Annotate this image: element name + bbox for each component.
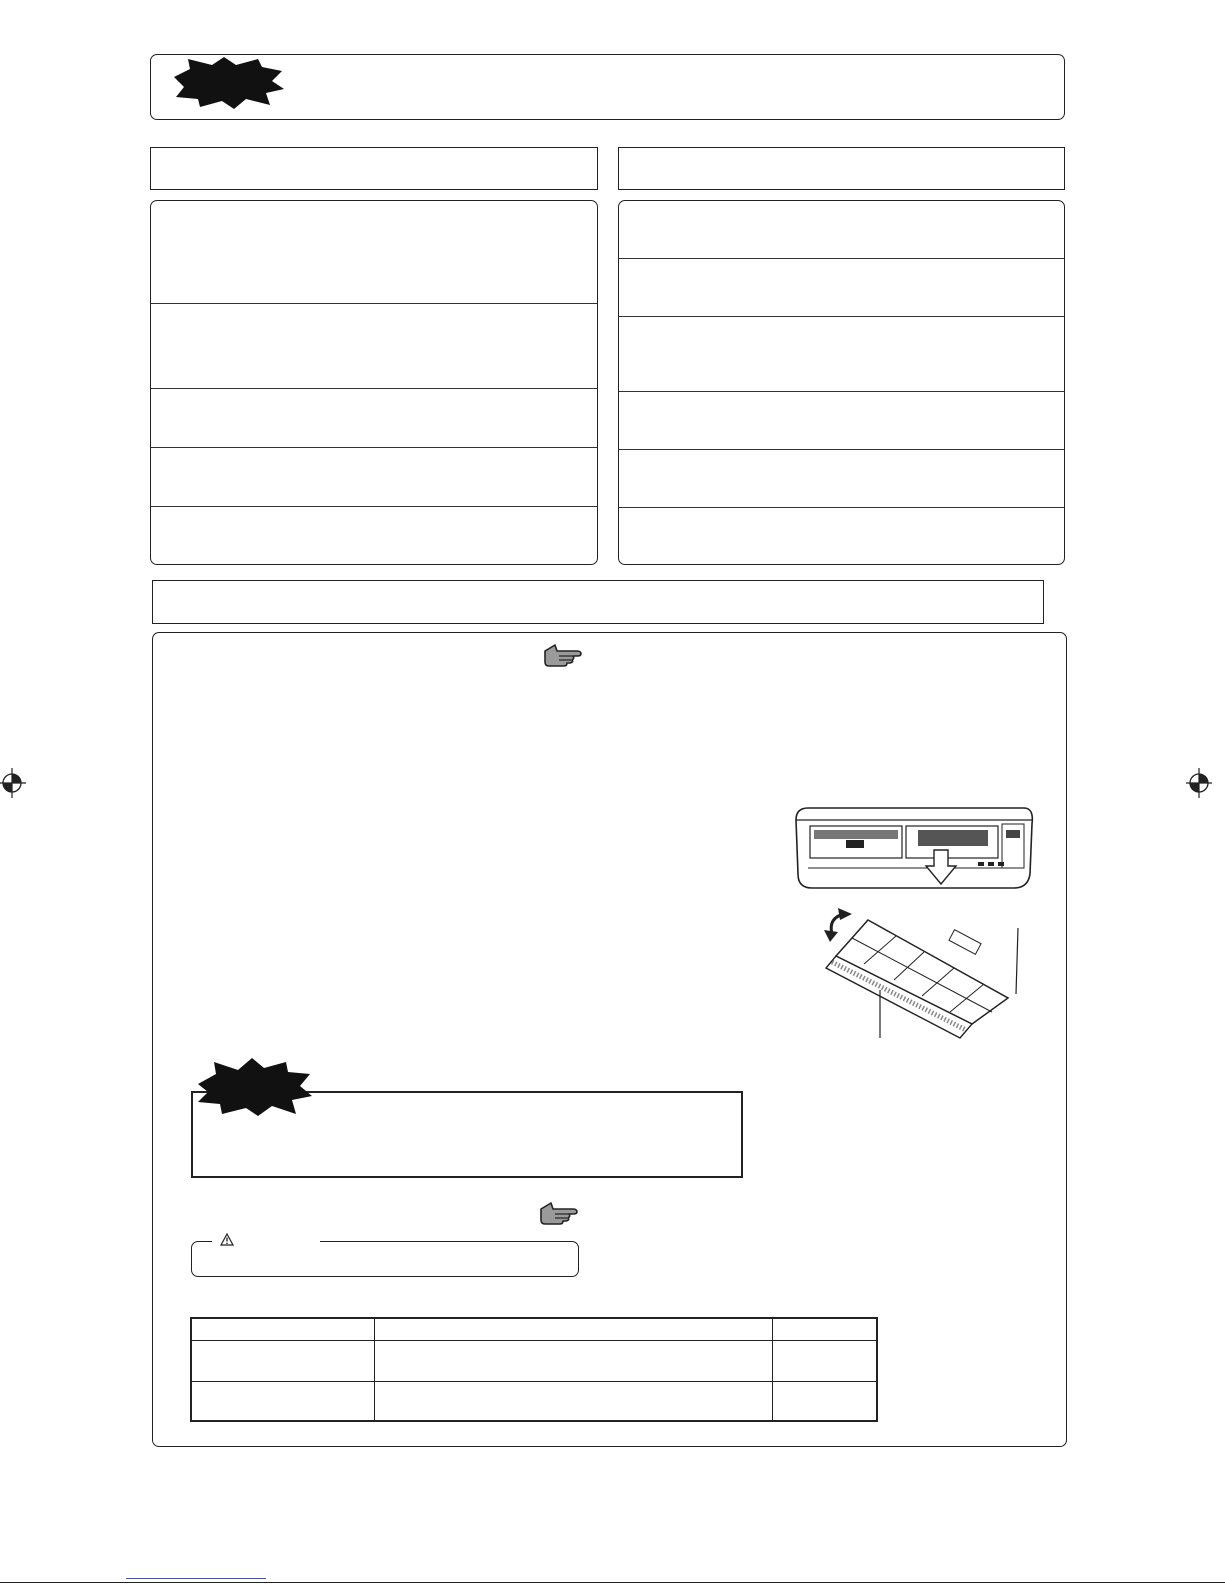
divider <box>151 447 597 448</box>
table-cell <box>191 1381 375 1421</box>
air-filter-illustration <box>808 906 1048 1056</box>
table-cell <box>773 1340 878 1381</box>
table-cell <box>375 1340 773 1381</box>
divider <box>151 303 597 304</box>
notice-burst-icon <box>168 57 288 109</box>
table-row <box>191 1340 877 1381</box>
note-burst-icon <box>192 1058 316 1118</box>
footer-link-marker <box>126 1578 266 1579</box>
divider <box>619 507 1064 508</box>
divider <box>619 449 1064 450</box>
divider <box>619 258 1064 259</box>
left-panel-list <box>150 200 598 565</box>
maintenance-heading-box <box>152 580 1044 624</box>
pointing-hand-icon <box>543 641 583 667</box>
footer-rule <box>0 1582 1225 1583</box>
registration-mark-left-icon <box>0 768 26 798</box>
table-cell <box>191 1340 375 1381</box>
table-row <box>191 1381 877 1421</box>
air-conditioner-illustration <box>788 804 1038 896</box>
table-header <box>773 1318 878 1340</box>
divider <box>151 388 597 389</box>
divider <box>151 506 597 507</box>
right-panel-list <box>618 200 1065 565</box>
divider <box>619 316 1064 317</box>
table-cell <box>773 1381 878 1421</box>
pointing-hand-icon <box>539 1199 579 1225</box>
warning-triangle-icon <box>220 1233 234 1246</box>
table-header <box>191 1318 375 1340</box>
table-header <box>375 1318 773 1340</box>
caution-label-area <box>212 1233 320 1247</box>
left-panel-heading-box <box>150 147 598 190</box>
maintenance-table <box>190 1317 878 1422</box>
table-cell <box>375 1381 773 1421</box>
right-panel-heading-box <box>618 147 1065 190</box>
registration-mark-right-icon <box>1186 768 1212 798</box>
divider <box>619 391 1064 392</box>
